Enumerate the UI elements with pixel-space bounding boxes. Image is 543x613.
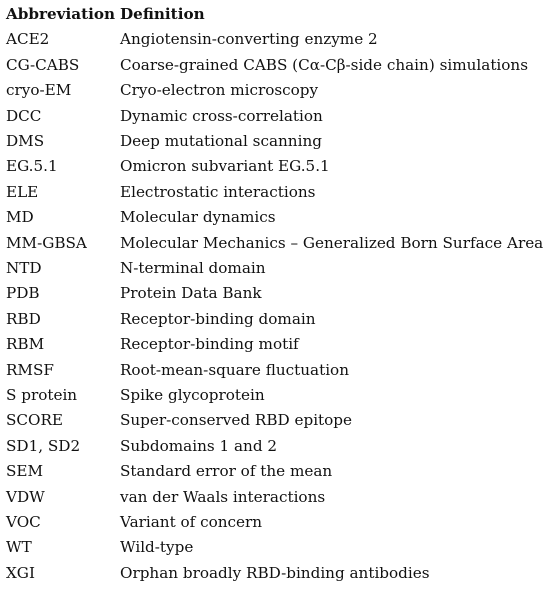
definition-cell: Receptor-binding domain	[120, 309, 316, 328]
table-row	[6, 53, 529, 78]
table-row	[6, 307, 484, 332]
table-row	[6, 104, 484, 129]
definition-cell: Electrostatic interactions	[120, 182, 316, 201]
definition-cell: Super-conserved RBD epitope	[120, 411, 353, 430]
definition-cell: Protein Data Bank	[120, 284, 262, 303]
abbreviation-cell: S protein	[6, 385, 78, 404]
table-row	[6, 27, 484, 52]
abbreviation-cell: MM-GBSA	[6, 233, 87, 252]
definition-cell: Angiotensin-converting enzyme 2	[120, 30, 378, 49]
definition-cell: Subdomains 1 and 2	[120, 436, 278, 455]
definition-cell: Cryo-electron microscopy	[120, 81, 319, 100]
table-row	[6, 459, 484, 484]
definition-cell: Omicron subvariant EG.5.1	[120, 157, 330, 176]
abbreviation-table	[6, 2, 543, 586]
definition-cell: Wild-type	[120, 538, 194, 557]
abbreviation-cell: ACE2	[6, 30, 50, 49]
abbreviation-cell: ELE	[6, 182, 39, 201]
abbreviation-cell: MD	[6, 208, 34, 227]
abbreviation-cell: VOC	[6, 512, 41, 531]
table-row	[6, 281, 484, 306]
table-row	[6, 535, 484, 560]
definition-cell: Coarse-grained CABS (Cα-Cβ-side chain) simulations	[120, 55, 529, 74]
abbreviation-cell: SD1, SD2	[6, 436, 81, 455]
abbreviation-cell: RBD	[6, 309, 41, 328]
table-row	[6, 180, 484, 205]
definition-cell: Variant of concern	[120, 512, 263, 531]
definition-cell: Orphan broadly RBD-binding antibodies	[120, 563, 430, 582]
abbreviation-cell: WT	[6, 538, 32, 557]
abbreviation-cell: RBM	[6, 335, 45, 354]
table-row	[6, 383, 484, 408]
table-row	[6, 231, 543, 256]
table-row	[6, 78, 484, 103]
definition-cell: Molecular dynamics	[120, 208, 276, 227]
abbreviation-cell: PDB	[6, 284, 40, 303]
table-row	[6, 154, 484, 179]
table-row	[6, 484, 484, 509]
abbreviation-cell: SCORE	[6, 411, 63, 430]
abbreviation-cell: RMSF	[6, 360, 54, 379]
table-row	[6, 332, 484, 357]
table-row	[6, 256, 484, 281]
abbreviation-cell: CG-CABS	[6, 55, 80, 74]
table-row	[6, 129, 484, 154]
definition-cell: Standard error of the mean	[120, 462, 333, 481]
abbreviation-cell: VDW	[6, 487, 45, 506]
header-definition: Definition	[120, 5, 205, 24]
table-header-row	[6, 2, 484, 27]
table-row	[6, 205, 484, 230]
table-row	[6, 561, 484, 586]
abbreviation-cell: DCC	[6, 106, 42, 125]
abbreviation-cell: SEM	[6, 462, 44, 481]
table-row	[6, 357, 484, 382]
abbreviation-cell: cryo-EM	[6, 81, 72, 100]
table-row	[6, 434, 484, 459]
abbreviation-cell: XGI	[6, 563, 35, 582]
table-row	[6, 510, 484, 535]
abbreviation-cell: DMS	[6, 132, 45, 151]
definition-cell: Receptor-binding motif	[120, 335, 299, 354]
definition-cell: Deep mutational scanning	[120, 132, 322, 151]
abbreviation-cell: NTD	[6, 259, 42, 277]
table-row	[6, 408, 484, 433]
table-body	[6, 27, 543, 586]
definition-cell: Spike glycoprotein	[120, 385, 265, 404]
abbreviation-cell: EG.5.1	[6, 157, 58, 176]
definition-cell: Molecular Mechanics – Generalized Born Surface Area	[120, 233, 543, 252]
definition-cell: van der Waals interactions	[120, 487, 326, 506]
definition-cell: Root-mean-square fluctuation	[120, 360, 349, 379]
definition-cell: Dynamic cross-correlation	[120, 106, 323, 125]
definition-cell: N-terminal domain	[120, 259, 266, 277]
header-abbreviation: Abbreviation	[6, 5, 116, 24]
